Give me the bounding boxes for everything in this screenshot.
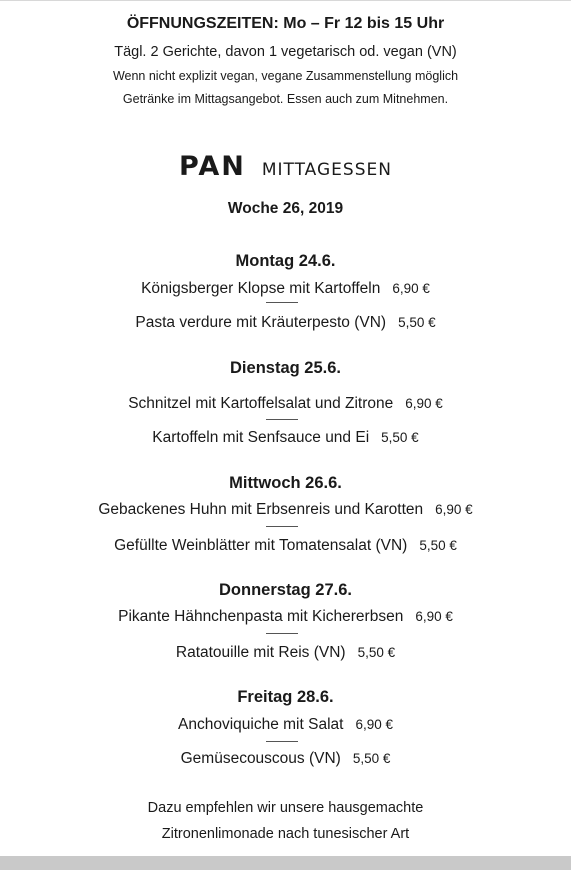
- dish-price: 6,90 €: [415, 609, 453, 624]
- dish-name: Königsberger Klopse mit Kartoffeln: [141, 280, 381, 297]
- info-drinks: Getränke im Mittagsangebot. Essen auch zum Mitnehmen.: [122, 92, 449, 106]
- day-heading: Freitag 28.6.: [237, 688, 334, 706]
- dish-price: 5,50 €: [357, 645, 396, 660]
- footer-lemonade: Zitronenlimonade nach tunesischer Art: [161, 826, 410, 842]
- dish-price: 5,50 €: [381, 430, 419, 445]
- dish-price: 6,90 €: [435, 502, 473, 517]
- day-heading: Donnerstag 27.6.: [219, 581, 352, 599]
- dish-name: Ratatouille mit Reis (VN): [175, 644, 346, 661]
- day-heading: Dienstag 25.6.: [230, 359, 341, 377]
- dish-price: 5,50 €: [352, 751, 391, 766]
- dish-separator: [266, 526, 298, 527]
- info-dishes: Tägl. 2 Gerichte, davon 1 vegetarisch od. vegan (VN): [114, 44, 457, 60]
- dish-row: [0, 716, 571, 734]
- brand-name: PAN: [179, 151, 246, 182]
- info-vegan: Wenn nicht explizit vegan, vegane Zusammenstellung möglich: [112, 69, 459, 83]
- dish-name: Gefüllte Weinblätter mit Tomatensalat (VN): [114, 537, 408, 554]
- dish-separator: [266, 302, 298, 303]
- dish-name: Gebackenes Huhn mit Erbsenreis und Karotten: [98, 501, 424, 518]
- dish-row: [0, 537, 571, 555]
- bottom-scroll-bar: [0, 856, 571, 870]
- dish-row: [0, 314, 571, 332]
- dish-price: 5,50 €: [419, 538, 457, 553]
- dish-name: Anchoviquiche mit Salat: [178, 716, 344, 733]
- opening-hours: ÖFFNUNGSZEITEN: Mo – Fr 12 bis 15 Uhr: [126, 15, 445, 32]
- dish-separator: [266, 633, 298, 634]
- dish-row: [0, 644, 571, 662]
- dish-row: [0, 280, 571, 298]
- dish-price: 6,90 €: [405, 396, 443, 411]
- dish-name: Gemüsecouscous (VN): [180, 750, 341, 767]
- dish-price: 6,90 €: [392, 281, 430, 296]
- dish-row: [0, 750, 571, 768]
- dish-name: Schnitzel mit Kartoffelsalat und Zitrone: [128, 395, 394, 412]
- footer-recommendation: Dazu empfehlen wir unsere hausgemachte: [147, 800, 424, 816]
- dish-row: [0, 429, 571, 447]
- day-heading: Mittwoch 26.6.: [229, 474, 342, 492]
- dish-row: [0, 395, 571, 413]
- dish-price: 6,90 €: [355, 717, 393, 732]
- week-label: Woche 26, 2019: [227, 200, 344, 217]
- dish-row: [0, 501, 571, 519]
- dish-price: 5,50 €: [398, 315, 436, 330]
- menu-subtitle: MITTAGESSEN: [261, 160, 392, 180]
- dish-name: Pikante Hähnchenpasta mit Kichererbsen: [118, 608, 404, 625]
- day-heading: Montag 24.6.: [235, 252, 336, 270]
- dish-name: Kartoffeln mit Senfsauce und Ei: [152, 429, 370, 446]
- dish-separator: [266, 741, 298, 742]
- dish-row: [0, 608, 571, 626]
- dish-separator: [266, 419, 298, 420]
- menu-title: [0, 151, 571, 182]
- dish-name: Pasta verdure mit Kräuterpesto (VN): [135, 314, 387, 331]
